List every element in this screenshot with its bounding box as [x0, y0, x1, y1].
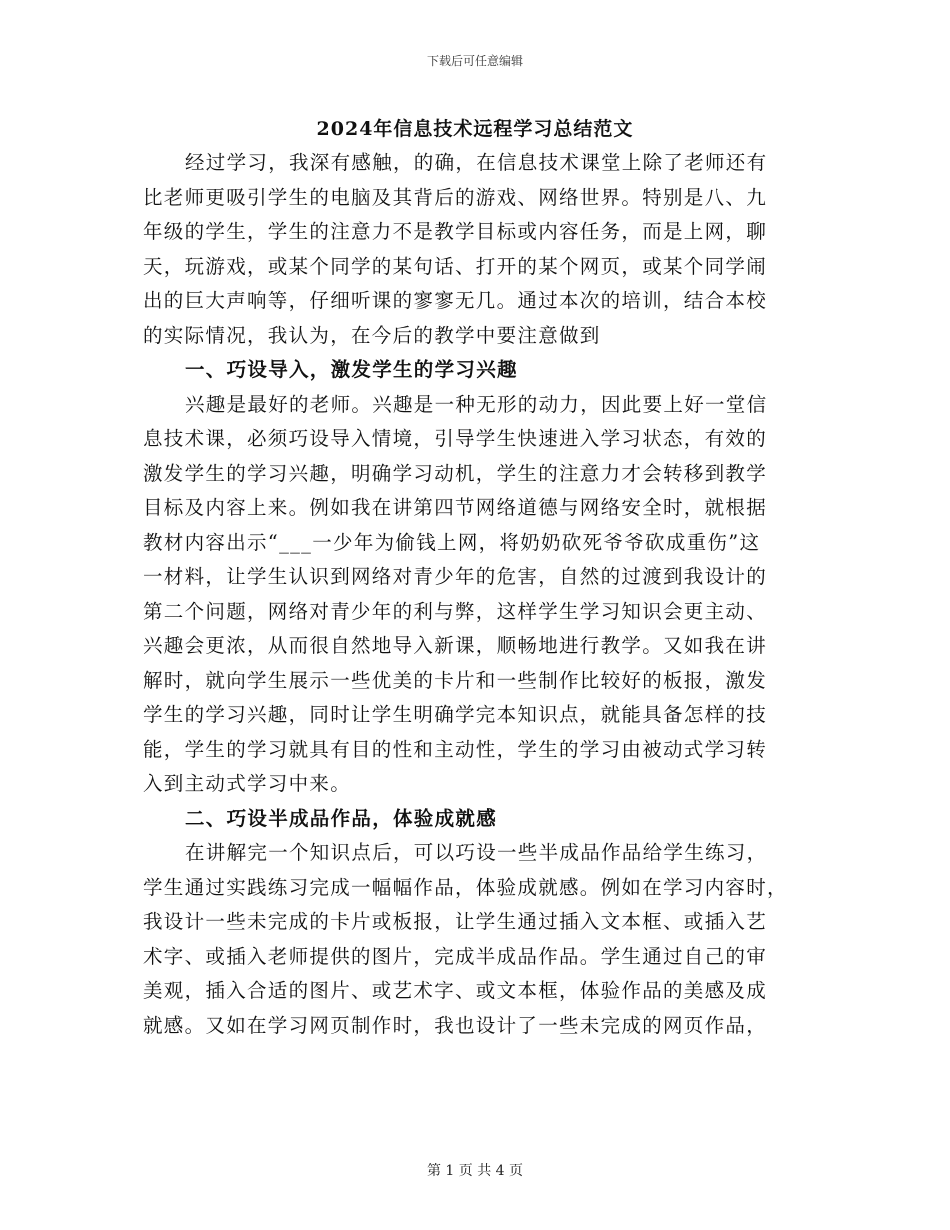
paragraph-line: 兴趣是最好的老师。兴趣是一种无形的动力，因此要上好一堂信: [185, 392, 768, 416]
paragraph-line: 经过学习，我深有感触，的确，在信息技术课堂上除了老师还有: [185, 151, 768, 174]
paragraph-line: 能，学生的学习就具有目的性和主动性，学生的学习由被动式学习转: [143, 737, 768, 761]
document-title: 2024年信息技术远程学习总结范文: [316, 118, 634, 140]
paragraph-line: 就感。又如在学习网页制作时，我也设计了一些未完成的网页作品，: [143, 1013, 768, 1037]
paragraph-line: 第二个问题，网络对青少年的利与弊，这样学生学习知识会更主动、: [143, 599, 768, 623]
paragraph-line: 年级的学生，学生的注意力不是教学目标或内容任务，而是上网，聊: [143, 220, 768, 243]
section-heading: 一、巧设导入，激发学生的学习兴趣: [185, 358, 518, 381]
paragraph-line: 目标及内容上来。例如我在讲第四节网络道德与网络安全时，就根据: [143, 496, 768, 519]
paragraph-line: 兴趣会更浓，从而很自然地导入新课，顺畅地进行教学。又如我在讲: [143, 634, 768, 657]
section-heading: 二、巧设半成品作品，体验成就感: [185, 806, 498, 830]
page-number: 第 1 页 共 4 页: [426, 1163, 524, 1179]
document-body: [143, 146, 808, 1043]
paragraph-line: 美观，插入合适的图片、或艺术字、或文本框，体验作品的美感及成: [143, 979, 768, 1002]
paragraph-line: 入到主动式学习中来。: [143, 772, 352, 795]
paragraph-line: 激发学生的学习兴趣，明确学习动机，学生的注意力才会转移到教学: [143, 461, 768, 485]
page-header-note: 下载后可任意编辑: [426, 54, 523, 68]
paragraph-line: 一材料，让学生认识到网络对青少年的危害，自然的过渡到我设计的: [143, 565, 768, 588]
paragraph-line: 天，玩游戏，或某个同学的某句话、打开的某个网页，或某个同学闹: [143, 254, 768, 278]
paragraph-line: 的实际情况，我认为，在今后的教学中要注意做到: [143, 323, 601, 347]
paragraph-line: 解时，就向学生展示一些优美的卡片和一些制作比较好的板报，激发: [143, 668, 768, 692]
paragraph-line: 息技术课，必须巧设导入情境，引导学生快速进入学习状态，有效的: [143, 427, 768, 450]
paragraph-line: 学生通过实践练习完成一幅幅作品，体验成就感。例如在学习内容时，: [143, 875, 788, 899]
paragraph-line: 出的巨大声响等，仔细听课的寥寥无几。通过本次的培训，结合本校: [143, 289, 768, 312]
paragraph-line: 术字、或插入老师提供的图片，完成半成品作品。学生通过自己的审: [143, 944, 768, 968]
paragraph-line: 在讲解完一个知识点后，可以巧设一些半成品作品给学生练习，: [185, 841, 768, 864]
paragraph-line: 教材内容出示“___一少年为偷钱上网，将奶奶砍死爷爷砍成重伤”这: [143, 530, 761, 554]
paragraph-line: 学生的学习兴趣，同时让学生明确学完本知识点，就能具备怎样的技: [143, 703, 768, 726]
paragraph-line: 比老师更吸引学生的电脑及其背后的游戏、网络世界。特别是八、九: [143, 185, 768, 209]
paragraph-line: 我设计一些未完成的卡片或板报，让学生通过插入文本框、或插入艺: [143, 910, 768, 933]
